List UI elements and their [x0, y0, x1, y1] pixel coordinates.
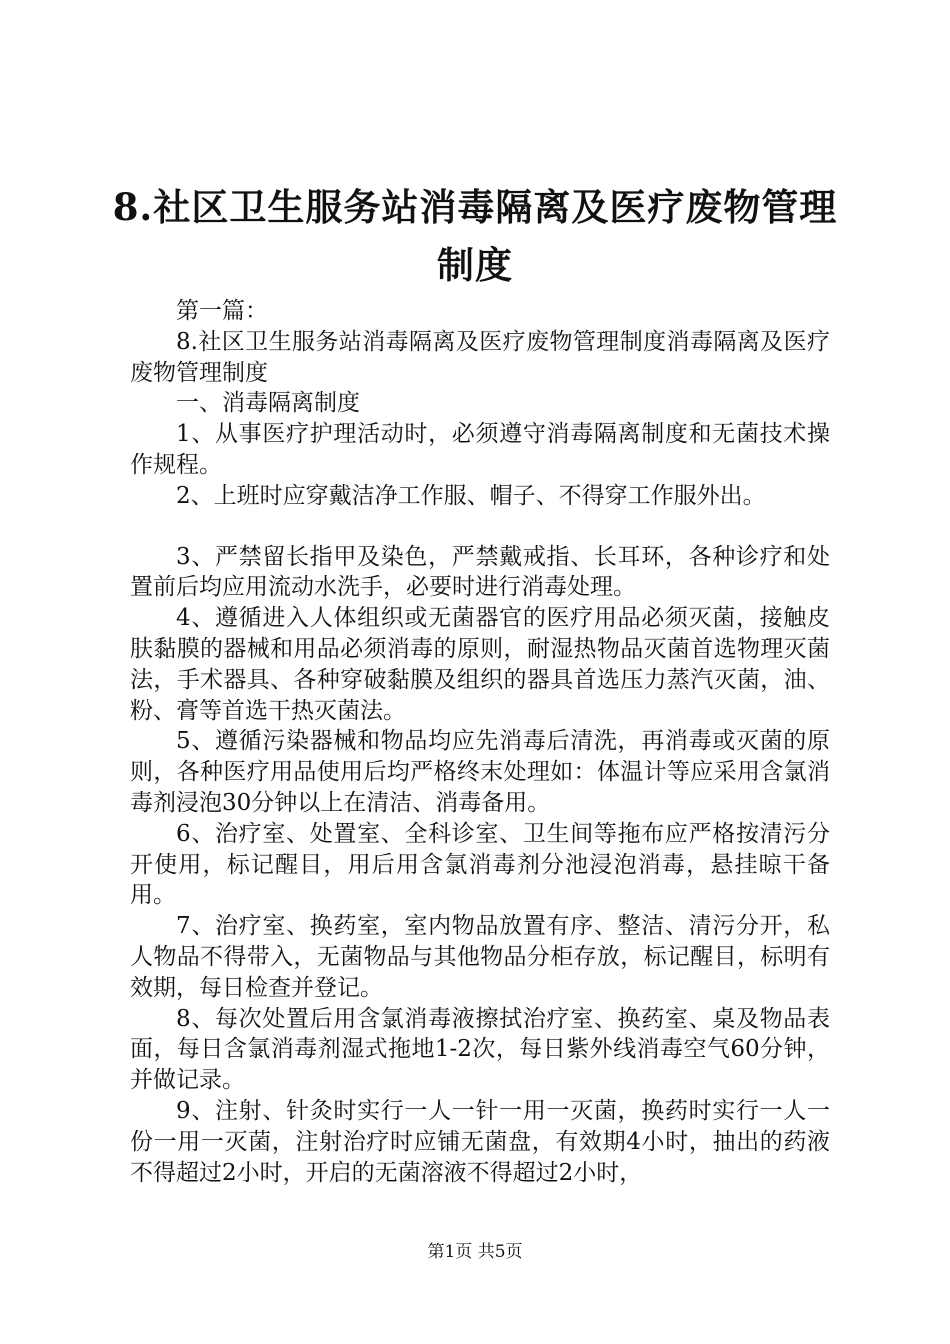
paragraph-section-label: 第一篇：: [176, 298, 268, 324]
document-title: 8.社区卫生服务站消毒隔离及医疗废物管理制度: [112, 185, 838, 287]
paragraph-subheading: 一、消毒隔离制度: [176, 390, 360, 417]
document-body: [130, 296, 830, 1188]
paragraph-item-9: 9、注射、针灸时实行一人一针一用一灭菌，换药时实行一人一份一用一灭菌，注射治疗时应铺无菌盘，有效期4小时，抽出的药液不得超过2小时，开启的无菌溶液不得超过2小时，: [130, 1097, 830, 1186]
paragraph-item-3: 3、严禁留长指甲及染色，严禁戴戒指、长耳环，各种诊疗和处置前后均应用流动水洗手，必要时进行消毒处理。: [130, 543, 830, 601]
paragraph-heading-repeat: 8.社区卫生服务站消毒隔离及医疗废物管理制度消毒隔离及医疗废物管理制度: [130, 328, 830, 386]
paragraph-item-7: 7、治疗室、换药室，室内物品放置有序、整洁、清污分开，私人物品不得带入，无菌物品与其他物品分柜存放，标记醒目，标明有效期，每日检查并登记。: [130, 913, 830, 1001]
paragraph-item-2: 2、上班时应穿戴洁净工作服、帽子、不得穿工作服外出。: [176, 482, 766, 509]
paragraph-item-1: 1、从事医疗护理活动时，必须遵守消毒隔离制度和无菌技术操作规程。: [130, 421, 830, 478]
page-number-footer: 第1页 共5页: [427, 1242, 523, 1262]
paragraph-item-8: 8、每次处置后用含氯消毒液擦拭治疗室、换药室、桌及物品表面，每日含氯消毒剂湿式拖地1-2次，每日紫外线消毒空气60分钟，并做记录。: [130, 1005, 830, 1094]
paragraph-item-6: 6、治疗室、处置室、全科诊室、卫生间等拖布应严格按清污分开使用，标记醒目，用后用含氯消毒剂分池浸泡消毒，悬挂晾干备用。: [130, 820, 830, 909]
paragraph-item-4: 4、遵循进入人体组织或无菌器官的医疗用品必须灭菌，接触皮肤黏膜的器械和用品必须消毒的原则，耐湿热物品灭菌首选物理灭菌法，手术器具、各种穿破黏膜及组织的器具首选压力蒸汽灭菌，油、粉、膏等首选干热灭菌法。: [130, 605, 830, 724]
paragraph-item-5: 5、遵循污染器械和物品均应先消毒后清洗，再消毒或灭菌的原则，各种医疗用品使用后均严格终末处理如：体温计等应采用含氯消毒剂浸泡30分钟以上在清洁、消毒备用。: [130, 728, 830, 816]
paragraph-spacer: [130, 512, 830, 542]
